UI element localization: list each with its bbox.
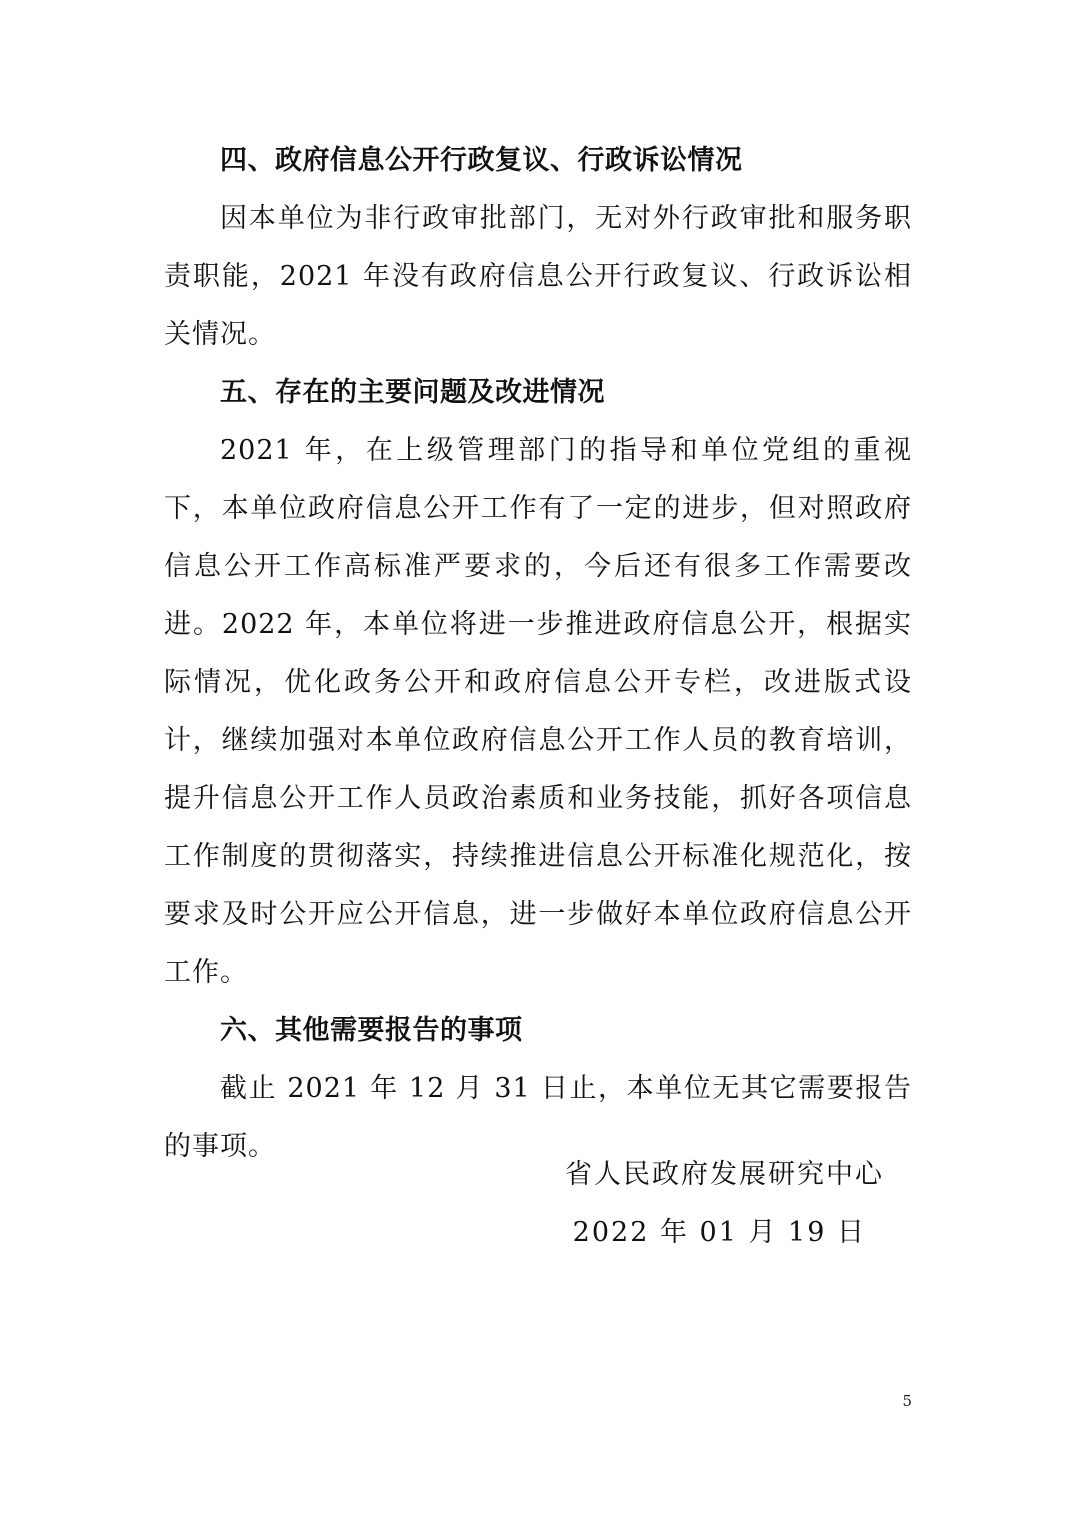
section-heading: 六、其他需要报告的事项 <box>220 1015 523 1046</box>
signature-date: 2022 年 01 月 19 日 <box>572 1217 866 1248</box>
section-heading: 四、政府信息公开行政复议、行政诉讼情况 <box>220 145 743 176</box>
section-heading: 五、存在的主要问题及改进情况 <box>220 377 605 408</box>
section-paragraph: 因本单位为非行政审批部门，无对外行政审批和服务职责职能，2021 年没有政府信息公开行政复议、行政诉讼相关情况。 <box>164 203 912 350</box>
section-problems-improvements <box>164 364 912 1002</box>
page-number: 5 <box>902 1392 912 1410</box>
signature-block <box>524 1146 884 1262</box>
document-body <box>164 132 912 1176</box>
section-paragraph: 截止 2021 年 12 月 31 日止，本单位无其它需要报告的事项。 <box>164 1073 912 1162</box>
signature-organization: 省人民政府发展研究中心 <box>565 1159 884 1190</box>
section-paragraph: 2021 年，在上级管理部门的指导和单位党组的重视下，本单位政府信息公开工作有了一定的进步，但对照政府信息公开工作高标准严要求的，今后还有很多工作需要改进。2022 年，本单位将进一步推进政府信息公开，根据实际情况，优化政务公开和政府信息公开专栏，改进版式设计，继续加强对本单位政府信息公开工作人员的教育培训，提升信息公开工作人员政治素质和业务技能，抓好各项信息工作制度的贯彻落实，持续推进信息公开标准化规范化，按要求及时公开应公开信息，进一步做好本单位政府信息公开工作。 <box>164 435 912 988</box>
section-administrative-review <box>164 132 912 364</box>
